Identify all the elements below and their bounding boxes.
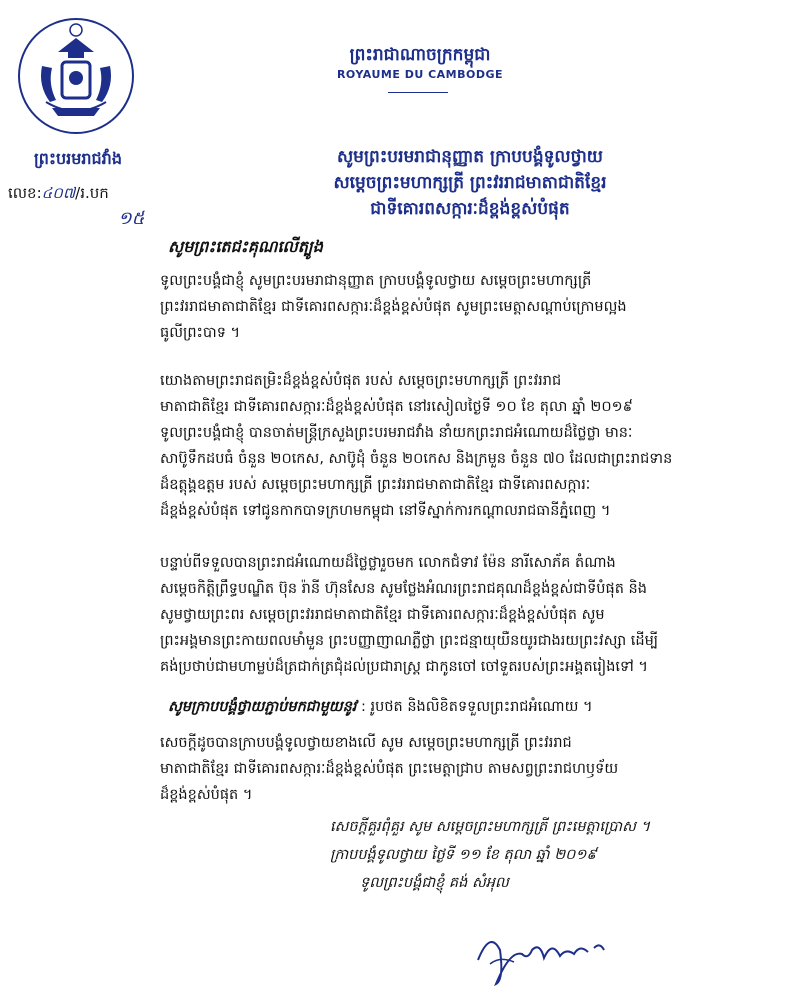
paragraph-line: សូមថ្វាយព្រះពរ សម្តេចព្រះវររាជមាតាជាតិខ្មែរ ជាទីគោរពសក្ការៈដ៏ខ្ពង់ខ្ពស់បំផុត សូម [160,607,605,623]
heading-line-2: សម្តេចព្រះមហាក្សត្រី ព្រះវររាជមាតាជាតិខ្មែរ [333,173,607,193]
paragraph-line: សម្តេចកិត្តិព្រឹទ្ធបណ្ឌិត ប៊ុន រ៉ានី ហ៊ុនសែន សូមថ្លែងអំណរព្រះរាជគុណដ៏ខ្ពង់ខ្ពស់ជាទីបំផុត និង [160,581,647,597]
paragraph-line: ទូលព្រះបង្គំជាខ្ញុំ បានចាត់មន្ត្រីក្រសួងព្រះបរមរាជវាំង នាំយកព្រះរាជអំណោយដ៏ថ្លៃថ្លា មានៈ [160,425,633,441]
kingdom-title-french: ROYAUME DU CAMBODGE [336,68,504,81]
heading-line-3: ជាទីគោរពសក្ការៈដ៏ខ្ពង់ខ្ពស់បំផុត [370,199,570,219]
paragraph-line: ដ៏ខ្ពង់ខ្ពស់បំផុត ។ [160,787,253,803]
closing-line-2: ក្រាបបង្គំទូលថ្វាយ ថ្ងៃទី ១១ ខែ តុលា ឆ្នាំ ២០១៩ [330,847,597,863]
paragraph-line: គង់ប្រថាប់ជាមហាម្លប់ដ៏ត្រជាក់ត្រជុំដល់ប្រជារាស្ត្រ ជាកូនចៅ ចៅទួតរបស់ព្រះអង្គតរៀងទៅ ។ [160,659,648,675]
paragraph-line: ដ៏ឧត្តុង្គឧត្តម របស់ សម្តេចព្រះមហាក្សត្រី ព្រះវររាជមាតាជាតិខ្មែរ ជាទីគោរពសក្ការៈ [160,477,591,493]
attachment-rest: : រូបថត និងលិខិតទទួលព្រះរាជអំណោយ ។ [356,699,593,715]
paragraph-line: មាតាជាតិខ្មែរ ជាទីគោរពសក្ការៈដ៏ខ្ពង់ខ្ពស់បំផុត នៅរសៀលថ្ងៃទី ១០ ខែ តុលា ឆ្នាំ ២០១៩ [160,399,633,415]
paragraph-2 [160,368,760,524]
heading-line-1: សូមព្រះបរមរាជានុញ្ញាត ក្រាបបង្គំទូលថ្វាយ [337,147,603,167]
signature-image [470,920,630,990]
reference-number [8,184,109,206]
kingdom-title-khmer: ព្រះរាជាណាចក្រកម្ពុជា [349,45,491,65]
reference-day-handwritten: ១៥ [118,208,145,229]
salutation: សូមព្រះតេជះគុណលើត្បូង [168,237,323,256]
paragraph-line: ព្រះវររាជមាតាជាតិខ្មែរ ជាទីគោរពសក្ការៈដ៏ខ្ពង់ខ្ពស់បំផុត សូមព្រះមេត្តាសណ្តាប់ក្រោមល្អង [160,299,627,315]
paragraph-line: សាប៊ូទឹកដបធំ ចំនួន ២០កេស, សាប៊ូដុំ ចំនួន ២០កេស និងក្រមួន ចំនួន ៧០ ដែលជាព្រះរាជទាន [160,451,673,467]
royal-seal-icon [16,16,136,136]
paragraph-line: សេចក្តីដូចបានក្រាបបង្គំទូលថ្វាយខាងលើ សូម សម្តេចព្រះមហាក្សត្រី ព្រះវររាជ [160,735,572,751]
paragraph-line: ធូលីព្រះបាទ ។ [160,325,241,341]
closing-line-1: សេចក្តីគួរពុំគួរ សូម សម្តេចព្រះមហាក្សត្រី ព្រះមេត្តាប្រោស ។ [330,819,651,835]
reference-suffix: /រ.បក [75,184,109,202]
paragraph-line: ដ៏ខ្ពង់ខ្ពស់បំផុត ទៅជូនកាកបាទក្រហមកម្ពុជា នៅទីស្នាក់ការកណ្តាលរាជធានីភ្នំពេញ ។ [160,503,611,519]
attachment-line [168,698,768,719]
final-paragraph [160,730,760,808]
paragraph-1 [160,268,760,346]
header-divider [388,92,448,93]
office-name: ព្រះបរមរាជវាំង [34,149,122,168]
paragraph-line: យោងតាមព្រះរាជតម្រិះដ៏ខ្ពង់ខ្ពស់បំផុត របស់ សម្តេចព្រះមហាក្សត្រី ព្រះវររាជ [160,373,562,389]
paragraph-line: មាតាជាតិខ្មែរ ជាទីគោរពសក្ការៈដ៏ខ្ពង់ខ្ពស់បំផុត ព្រះមេត្តាជ្រាប តាមសព្វព្រះរាជហឫទ័យ [160,761,619,777]
closing-line-3: ទូលព្រះបង្គំជាខ្ញុំ គង់ សំអុល [360,875,509,891]
paragraph-line: ទូលព្រះបង្គំជាខ្ញុំ សូមព្រះបរមរាជានុញ្ញាត ក្រាបបង្គំទូលថ្វាយ សម្តេចព្រះមហាក្សត្រី [160,273,592,289]
attachment-emphasis: សូមក្រាបបង្គំថ្វាយភ្ជាប់មកជាមួយនូវ [168,699,357,715]
paragraph-line: បន្ទាប់ពីទទួលបានព្រះរាជអំណោយដ៏ថ្លៃថ្លារួចមក លោកជំទាវ ម៉ែន នារីសោភ័គ តំណាង [160,555,616,571]
reference-number-handwritten: ៤០៧ [41,184,76,202]
paragraph-3 [160,550,760,680]
reference-label: លេខ: [8,184,42,202]
paragraph-line: ព្រះអង្គមានព្រះកាយពលមាំមួន ព្រះបញ្ញាញាណភ្លឺថ្លា ព្រះជន្មាយុយឺនយូរជាងរយព្រះវស្សា ដើម្បី [160,633,659,649]
